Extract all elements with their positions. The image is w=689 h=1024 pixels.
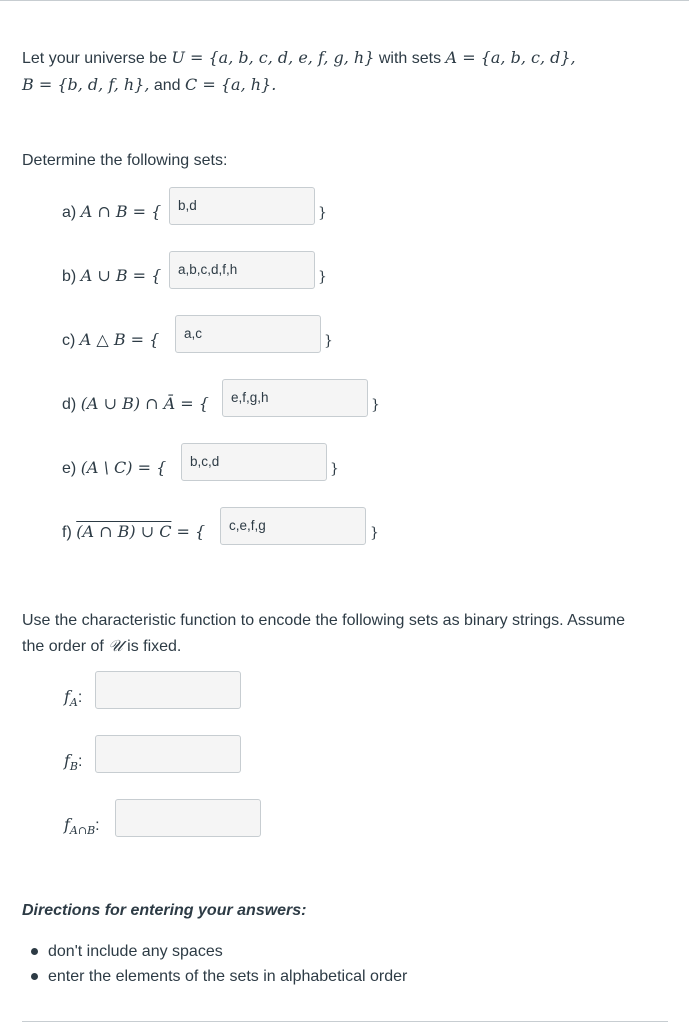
- universe-symbol: 𝒰: [108, 636, 123, 655]
- question-c: [62, 327, 159, 354]
- fa-input[interactable]: [95, 671, 241, 709]
- question-e: [62, 455, 166, 482]
- label-sub: A∩B: [69, 824, 96, 838]
- bullet-icon: [31, 948, 38, 955]
- answer-input-d[interactable]: e,f,g,h: [222, 379, 368, 417]
- question-f: [62, 519, 205, 546]
- characteristic-suffix: is fixed.: [122, 638, 182, 655]
- fanb-input[interactable]: [115, 799, 261, 837]
- answer-input-e[interactable]: b,c,d: [181, 443, 327, 481]
- intro-and: and: [149, 77, 186, 94]
- question-label: d): [62, 396, 77, 413]
- label-main: f: [64, 751, 70, 770]
- close-brace: }: [371, 397, 380, 413]
- question-label: a): [62, 204, 77, 221]
- directions-item-2: enter the elements of the sets in alphabetical order: [48, 968, 408, 985]
- question-expression: (A ∪ B) ∩ Ā = {: [80, 394, 209, 413]
- fanb-label: [64, 812, 100, 844]
- intro-line-2: [22, 72, 276, 99]
- directions-title: Directions for entering your answers:: [22, 902, 307, 919]
- directions-item-1: don't include any spaces: [48, 943, 223, 960]
- answer-input-f[interactable]: c,e,f,g: [220, 507, 366, 545]
- bottom-divider: [22, 1021, 668, 1022]
- label-colon: :: [77, 689, 83, 706]
- label-colon: :: [95, 817, 100, 834]
- universe-set: U = {a, b, c, d, e, f, g, h}: [171, 48, 375, 67]
- question-expression: (A \ C) = {: [80, 458, 167, 477]
- close-brace: }: [330, 461, 339, 477]
- characteristic-line-2: [22, 633, 181, 660]
- question-expression: A ∩ B = {: [80, 202, 162, 221]
- question-label: e): [62, 460, 77, 477]
- question-d: [62, 391, 209, 418]
- answer-input-a[interactable]: b,d: [169, 187, 315, 225]
- label-main: f: [64, 687, 70, 706]
- fa-label: [64, 684, 82, 716]
- characteristic-prefix: the order of: [22, 638, 109, 655]
- question-label: f): [62, 524, 72, 541]
- determine-heading: Determine the following sets:: [22, 152, 228, 169]
- top-divider: [0, 0, 689, 1]
- close-brace: }: [318, 205, 327, 221]
- question-expression: A △ B = {: [79, 330, 160, 349]
- answer-input-b[interactable]: a,b,c,d,f,h: [169, 251, 315, 289]
- label-main: f: [64, 815, 70, 834]
- fb-label: [64, 748, 82, 780]
- intro-line-1: [22, 45, 576, 72]
- label-colon: :: [78, 753, 83, 770]
- intro-middle: with sets: [374, 50, 446, 67]
- question-label: b): [62, 268, 77, 285]
- close-brace: }: [318, 269, 327, 285]
- question-label: c): [62, 332, 76, 349]
- label-sub: B: [69, 760, 79, 774]
- intro-prefix: Let your universe be: [22, 50, 172, 67]
- question-expression-complement: (A ∩ B) ∪ C: [76, 522, 172, 541]
- characteristic-line-1: Use the characteristic function to encode the following sets as binary strings. Assume: [22, 612, 625, 629]
- close-brace: }: [324, 333, 333, 349]
- question-expression: A ∪ B = {: [80, 266, 162, 285]
- close-brace: }: [370, 525, 379, 541]
- question-expression-tail: = {: [171, 522, 206, 541]
- question-b: [62, 263, 161, 290]
- label-sub: A: [69, 696, 78, 710]
- set-b: B = {b, d, f, h},: [22, 75, 150, 94]
- question-a: [62, 199, 161, 226]
- bullet-icon: [31, 973, 38, 980]
- set-a: A = {a, b, c, d},: [445, 48, 576, 67]
- set-c: C = {a, h}.: [185, 75, 277, 94]
- fb-input[interactable]: [95, 735, 241, 773]
- answer-input-c[interactable]: a,c: [175, 315, 321, 353]
